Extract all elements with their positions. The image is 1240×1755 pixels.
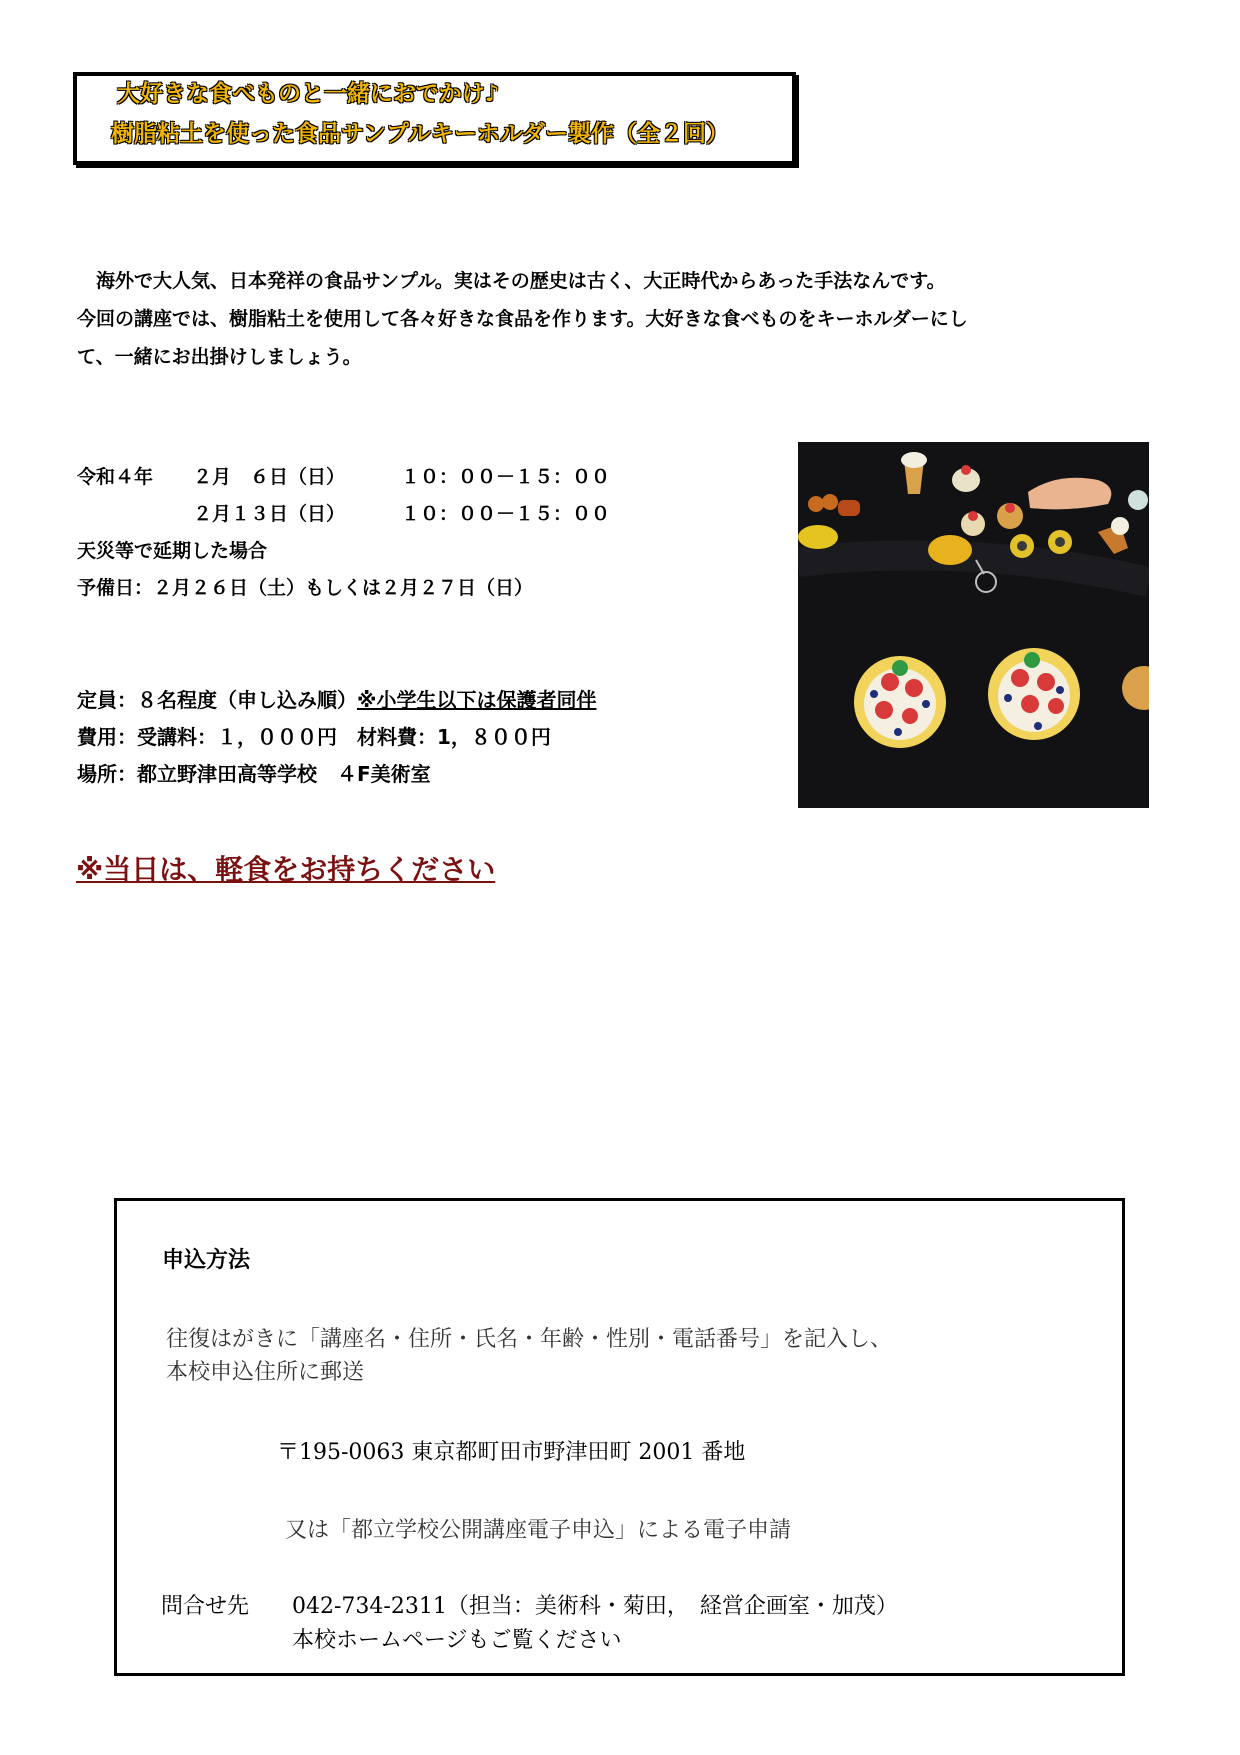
schedule-time-1: １０：００－１５：００ (401, 466, 611, 488)
fee-line: 費用：受講料：１，０００円 材料費：1，８００円 (77, 725, 551, 749)
title-line-2: 樹脂粘土を使った食品サンプルキーホルダー製作（全２回） (111, 121, 730, 147)
schedule-postpone: 天災等で延期した場合 (77, 540, 268, 562)
capacity-text: 定員：８名程度（申し込み順） (77, 688, 357, 712)
food-sample-photo (798, 442, 1149, 808)
contact-label: 問合せ先 (161, 1594, 250, 1619)
contact-details: 042-734-2311（担当：美術科・菊田， 経営企画室・加茂） (292, 1594, 898, 1619)
food-sample-illustration (798, 442, 1149, 808)
schedule-time-2: １０：００－１５：００ (401, 503, 611, 525)
intro-line-1: 海外で大人気、日本発祥の食品サンプル。実はその歴史は古く、大正時代からあった手法なんです。 (77, 270, 946, 292)
place-line: 場所：都立野津田高等学校 ４F美術室 (77, 762, 431, 786)
schedule-day-1: ２月 ６日（日） (193, 466, 346, 488)
apply-method-line-1: 往復はがきに「講座名・住所・氏名・年齢・性別・電話番号」を記入し、 (166, 1327, 893, 1352)
intro-text (77, 262, 1167, 376)
intro-line-2: 今回の講座では、樹脂粘土を使用して各々好きな食品を作ります。大好きな食べものをキーホルダーにし (77, 308, 968, 330)
schedule-era: 令和４年 (77, 466, 154, 488)
notice-bring-lunch: ※当日は、軽食をお持ちください (76, 853, 496, 886)
apply-heading: 申込方法 (162, 1248, 251, 1273)
intro-line-3: て、一緒にお出掛けしましょう。 (77, 346, 362, 368)
apply-address: 〒195-0063 東京都町田市野津田町 2001 番地 (277, 1440, 746, 1465)
title-line-1: 大好きな食べものと一緒におでかけ♪ (117, 81, 500, 107)
capacity-note: ※小学生以下は保護者同伴 (357, 688, 597, 712)
title-box (73, 72, 796, 165)
apply-method-line-2: 本校申込住所に郵送 (166, 1360, 365, 1385)
homepage-note: 本校ホームページもご覧ください (292, 1628, 622, 1653)
schedule-reserve: 予備日：２月２６日（土）もしくは２月２７日（日） (77, 577, 534, 599)
application-box (114, 1198, 1125, 1676)
schedule-day-2: ２月１３日（日） (193, 503, 346, 525)
capacity-line (77, 684, 596, 713)
apply-online: 又は「都立学校公開講座電子申込」による電子申請 (285, 1518, 792, 1543)
